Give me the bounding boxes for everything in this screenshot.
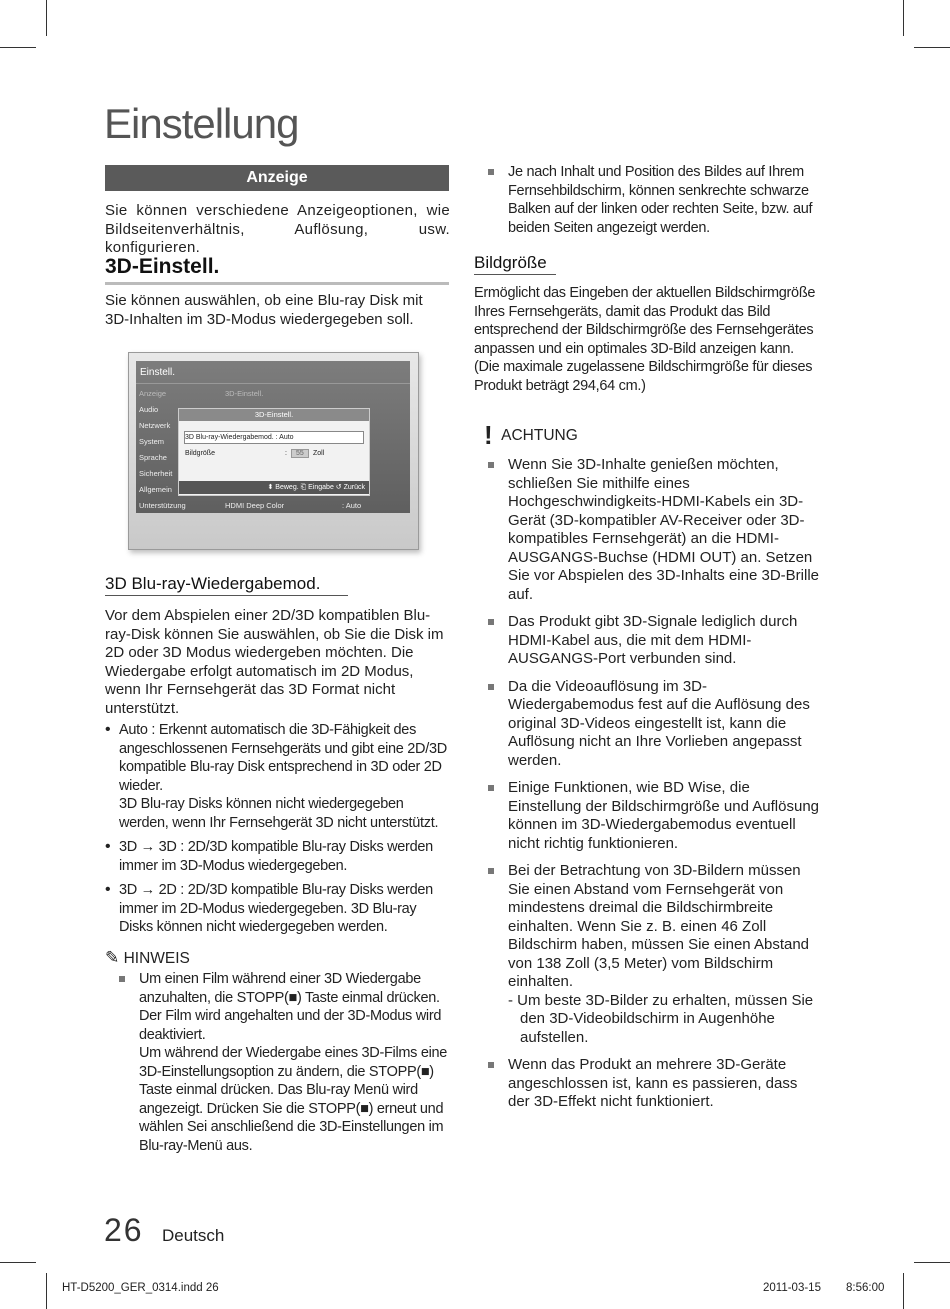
heading-3d-settings: 3D-Einstell.: [105, 255, 220, 278]
menu-item: System: [139, 437, 165, 446]
option-text: : Erkennt automatisch die 3D-Fähigkeit des angeschlossenen Fernsehgeräts und gibt eine 2D/3D kompatible Blu-ray Disk entsprechend in 3D oder 2D wieder.: [119, 722, 447, 794]
note-text: erneut und wählen Sei anschließend die 3D-Einstellungen im Blu-ray-Menü aus.: [139, 1100, 444, 1154]
text-3d-settings: Sie können auswählen, ob eine Blu-ray Disk mit 3D-Inhalten im 3D-Modus wiedergegeben soll.: [105, 292, 423, 328]
warning-text: Bei der Betrachtung von 3D-Bildern müssen Sie einen Abstand vom Fernsehgerät von mindestens dreimal die Bildschirmbreite einhalten. Wenn Sie z. B. einen 46 Zoll Bildschirm haben, müssen Sie einen Abstand von 138 Zoll (3,5 Meter) vom Bildschirm einhalten.: [508, 862, 810, 990]
stop-symbol: (■): [416, 1063, 434, 1080]
dialog-footer: [179, 481, 369, 494]
warning-label: ACHTUNG: [501, 427, 578, 444]
page-number: 26: [104, 1212, 144, 1248]
note-label: HINWEIS: [123, 949, 190, 967]
menu-item: Sprache: [139, 453, 167, 462]
hdmi-value: : Auto: [342, 501, 362, 510]
footer-file: HT-D5200_GER_0314.indd 26: [62, 1282, 219, 1294]
dialog-row: 3D Blu-ray-Wiedergabemod. : Auto: [185, 434, 294, 441]
stop-symbol: (■): [355, 1100, 374, 1117]
heading-bluray-mode: 3D Blu-ray-Wiedergabemod.: [105, 574, 321, 593]
option-text: : 2D/3D kompatible Blu-ray Disks werden immer im 2D-Modus wiedergegeben. 3D Blu-ray Disks können nicht wiedergegeben werden.: [119, 882, 433, 935]
note-heading: [105, 949, 450, 969]
intro-text: Sie können verschiedene Anzeigeoptionen, wie Bildseitenverhältnis, Auflösung, usw. konfigurieren.: [105, 202, 450, 256]
list-item: [105, 838, 450, 875]
option-extra: 3D Blu-ray Disks können nicht wiedergegeben werden, wenn Ihr Fernsehgerät 3D nicht unterstützt.: [119, 796, 439, 831]
crop-mark: [0, 47, 36, 48]
list-item: Einige Funktionen, wie BD Wise, die Einstellung der Bildschirmgröße und Auflösung können im 3D-Wiedergabemodus eventuell nicht richtig funktionieren.: [474, 779, 819, 853]
footer-date: 2011-03-15: [763, 1282, 821, 1294]
dialog-row-label: Bildgröße: [185, 450, 215, 457]
heading-underline: [474, 274, 556, 275]
dialog-footer-text: ⬍ Beweg. ⎗ Eingabe ↺ Zurück: [267, 484, 365, 491]
page-title: Einstellung: [104, 100, 299, 147]
option-key: 3D → 2D: [119, 882, 177, 898]
crop-mark: [46, 1273, 47, 1309]
menu-item: Unterstützung: [139, 501, 186, 510]
pencil-icon: ✎: [105, 947, 120, 967]
settings-screenshot: [128, 352, 419, 550]
section-header: Anzeige: [105, 165, 449, 191]
option-key: 3D → 3D: [119, 839, 177, 855]
note-text: Um einen Film während einer 3D Wiedergabe anzuhalten, die: [139, 971, 421, 1006]
screen-size-body: [474, 284, 819, 395]
screen-size-value: 55: [291, 449, 309, 458]
list-item: [105, 721, 450, 832]
screenshot-title: Einstell.: [140, 367, 176, 378]
menu-item: Audio: [139, 405, 159, 414]
list-item: Wenn Sie 3D-Inhalte genießen möchten, schließen Sie mithilfe eines Hochgeschwindigkeits-HDMI-Kabels ein 3D-Gerät (3D-kompatibler AV-Receiver oder 3D-kompatibles Fernsehgerät) an die HDMI-AUSGANGS-Buchse (HDMI OUT) an. Setzen Sie vor Abspielen des 3D-Inhalts eine 3D-Brille auf.: [474, 456, 819, 604]
hdmi-label: HDMI Deep Color: [225, 501, 285, 510]
dialog-row-colon: :: [285, 450, 287, 457]
3d-settings-dialog: [178, 408, 370, 496]
dialog-title: 3D-Einstell.: [179, 409, 369, 421]
submenu-item: 3D-Einstell.: [225, 389, 264, 398]
note-text: Taste einmal drücken. Das Blu-ray Menü wird angezeigt. Drücken Sie die: [139, 1082, 418, 1117]
right-top-list: [474, 163, 819, 245]
stop-key: STOPP: [308, 1100, 356, 1117]
stop-key: STOPP: [368, 1063, 417, 1080]
menu-item: Anzeige: [139, 389, 167, 398]
heading-underline: [105, 595, 348, 596]
note-text: Um während der Wiedergabe eines 3D-Films eine 3D-Einstellungsoption zu ändern, die: [139, 1045, 448, 1080]
text-bluray-mode: Vor dem Abspielen einer 2D/3D kompatiblen Blu-ray-Disk können Sie auswählen, ob Sie die Disk im 2D oder 3D Modus wiedergeben möchten. Die Wiedergabe erfolgt automatisch im 2D Modus, wenn Ihr Fernsehgerät das 3D Format nicht unterstützt.: [105, 607, 444, 717]
option-key: Auto: [119, 722, 148, 738]
heading-rule: [105, 282, 449, 285]
crop-mark: [0, 1262, 36, 1263]
screen-size-unit: Zoll: [313, 450, 325, 457]
screen-size-text: Ermöglicht das Eingeben der aktuellen Bildschirmgröße Ihres Fernsehgeräts, damit das Produkt das Bild entsprechend der Bildschirmgröße des Fernsehgerätes anpassen und ein optimales 3D-Bild anzeigen kann.: [474, 285, 816, 357]
footer-time: 8:56:00: [846, 1282, 885, 1294]
list-item: [474, 862, 819, 1047]
exclamation-icon: !: [484, 420, 493, 450]
left-column-body: [105, 607, 450, 1163]
stop-key: STOPP: [236, 989, 284, 1006]
crop-mark: [914, 1262, 950, 1263]
list-item: Da die Videoauflösung im 3D-Wiedergabemodus fest auf die Auflösung des original 3D-Videos eingestellt ist, kann die Auflösung nicht an Ihre Vorlieben angepasst werden.: [474, 678, 819, 771]
crop-mark: [903, 1273, 904, 1309]
crop-mark: [46, 0, 47, 36]
menu-item: Netzwerk: [139, 421, 171, 430]
crop-mark: [903, 0, 904, 36]
stop-symbol: (■): [283, 989, 302, 1006]
note-text: Taste einmal drücken. Der Film wird angehalten und der 3D-Modus wird deaktiviert.: [139, 989, 442, 1043]
list-item: Wenn das Produkt an mehrere 3D-Geräte angeschlossen ist, kann es passieren, dass der 3D-Effekt nicht funktioniert.: [474, 1056, 819, 1112]
heading-screen-size: Bildgröße: [474, 253, 547, 272]
list-item: [105, 970, 450, 1155]
warning-list: [474, 456, 819, 1120]
warning-heading: [484, 420, 578, 451]
list-item: Das Produkt gibt 3D-Signale lediglich durch HDMI-Kabel aus, die mit dem HDMI-AUSGANGS-Port verbunden sind.: [474, 613, 819, 669]
warning-subnote: - Um beste 3D-Bilder zu erhalten, müssen Sie den 3D-Videobildschirm in Augenhöhe aufstellen.: [508, 991, 814, 1046]
list-item: [105, 881, 450, 937]
crop-mark: [914, 47, 950, 48]
menu-item: Sicherheit: [139, 469, 173, 478]
menu-item: Allgemein: [139, 485, 172, 494]
option-text: : 2D/3D kompatible Blu-ray Disks werden immer im 3D-Modus wiedergegeben.: [119, 839, 433, 874]
list-item: Je nach Inhalt und Position des Bildes auf Ihrem Fernsehbildschirm, können senkrechte schwarze Balken auf der linken oder rechten Seite, bzw. auf beiden Seiten angezeigt werden.: [474, 163, 819, 237]
page-language: Deutsch: [162, 1226, 225, 1245]
screen-size-max: (Die maximale zugelassene Bildschirmgröße für dieses Produkt beträgt 294,64 cm.): [474, 359, 813, 394]
